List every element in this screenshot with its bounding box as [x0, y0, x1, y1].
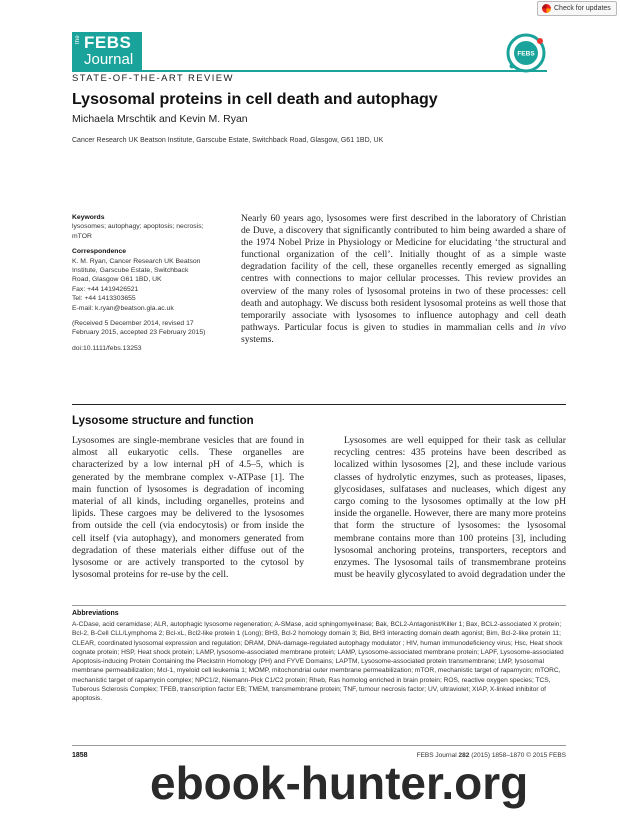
doi-link[interactable]: doi:10.1111/febs.13253: [72, 344, 142, 352]
crossmark-icon: [542, 4, 551, 13]
febs-emblem-icon: [505, 33, 547, 73]
body-paragraph: Lysosomes are well equipped for their task as cellular recycling centres: 435 proteins have been described as localized within lysosomes [2], and these include various classes of hydrolytic enzymes, such as proteases, lipases, glycosidases, sulfatases and nucleases, which digest any cargo coming to the lysosomes optimally at the low pH inside the organelle. However, there are many more proteins that form the structure of lysosomes: the lysosomal membrane contains more than 100 proteins [3], including lysosomal anchoring proteins, transporters, receptors and enzymes. The lysosomal tails of transmembrane proteins must be heavily glycosylated to avoid degradation under the: [334, 435, 566, 581]
keywords-heading: Keywords: [72, 214, 105, 221]
abbreviations-heading: Abbreviations: [72, 610, 119, 617]
page-number: 1858: [72, 752, 88, 759]
correspondence-line: Institute, Garscube Estate, Switchback: [72, 267, 189, 275]
article-authors: Michaela Mrschtik and Kevin M. Ryan: [72, 113, 248, 125]
body-column-left: [72, 435, 304, 581]
footer-rule: [72, 745, 566, 746]
body-column-right: [334, 435, 566, 581]
journal-ref-name: FEBS Journal: [416, 752, 457, 759]
journal-ref-rest: (2015) 1858–1870 © 2015 FEBS: [471, 752, 566, 759]
check-for-updates-label: Check for updates: [554, 5, 611, 12]
abstract-text: Nearly 60 years ago, lysosomes were first described in the laboratory of Christian de Duve, a discovery that significantly contributed to him being awarded a share of the 1974 Nobel Prize in Physiology or Medicine for elucidating ‘the structural and functional organization of the cell’. Initially thought of as a simple waste degradation facility of the cell, these organelles recently emerged as signalling centres with connections to major cellular processes. This review provides an overview of the many roles of lysosomal proteins in two of these processes: cell death and autophagy. We discuss both resident lysosomal proteins as well those that temporarily associate with lysosomes to influence autophagy and cell death pathways. Particular focus is given to studies in mammalian cells and: [241, 213, 566, 333]
section-heading: Lysosome structure and function: [72, 415, 254, 427]
keywords-line: mTOR: [72, 232, 92, 240]
received-line: February 2015, accepted 23 February 2015): [72, 329, 206, 337]
correspondence-line: Fax: +44 1419426521: [72, 285, 139, 293]
correspondence-email[interactable]: E-mail: k.ryan@beatson.gla.ac.uk: [72, 304, 174, 312]
correspondence-line: Road, Glasgow G61 1BD, UK: [72, 276, 162, 284]
logo-the: the: [75, 35, 81, 45]
correspondence-line: K. M. Ryan, Cancer Research UK Beatson: [72, 257, 201, 265]
correspondence-heading: Correspondence: [72, 248, 127, 256]
section-rule: [72, 404, 566, 405]
abbreviations-rule: [72, 605, 566, 606]
article-sidebar: [72, 213, 232, 359]
abstract: [241, 213, 566, 346]
body-paragraph: Lysosomes are single-membrane vesicles that are found in almost all eukaryotic cells. These organelles are characterized by a low internal pH of 4.5–5, which is generated by the membrane complex v-ATPase [1]. The main function of lysosomes is degradation of incoming material of all kinds, including organelles, proteins and lipids. These cargoes may be delivered to the lysosomes from outside the cell (via endocytosis) or from inside the cell itself (via autophagy), and monomers generated from degradation of these materials either diffuse out of the lysosome or are actively transported to the cytosol by lysosomal proteins for re-use by the cell.: [72, 435, 304, 581]
abstract-italic: in vivo: [537, 321, 566, 333]
emblem-text: FEBS: [517, 50, 535, 58]
keywords-line: lysosomes; autophagy; apoptosis; necrosis;: [72, 223, 204, 231]
correspondence-line: Tel: +44 1413303655: [72, 295, 136, 303]
check-for-updates-button[interactable]: [537, 1, 617, 16]
received-line: (Received 5 December 2014, revised 17: [72, 320, 194, 328]
logo-febs: FEBS: [84, 33, 132, 52]
logo-journal: Journal: [84, 51, 134, 68]
febs-journal-logo: [72, 32, 142, 70]
article-type-label: STATE-OF-THE-ART REVIEW: [72, 73, 234, 84]
header-rule: [72, 70, 547, 72]
journal-ref-volume: 282: [458, 752, 470, 759]
watermark-text: ebook-hunter.org: [150, 757, 529, 809]
article-affiliation: Cancer Research UK Beatson Institute, Garscube Estate, Switchback Road, Glasgow, G61 1BD, UK: [72, 137, 384, 144]
article-title: Lysosomal proteins in cell death and autophagy: [72, 91, 438, 108]
abstract-text-end: systems.: [241, 333, 274, 345]
abbreviations-text: A-CDase, acid ceramidase; ALR, autophagic lysosome regeneration; A-SMase, acid sphingomyelinase; Bak, BCL2-Antagonist/Killer 1; Bax, BCL2-associated X protein; Bcl-2, B-Cell CLL/Lymphoma 2; Bcl-xL, Bcl2-like protein 1 (Long); BH3, Bcl-2 homology domain 3; Bid, BH3 interacting domain death agonist; Bim, Bcl-2-like protein 11; CLEAR, coordinated lysosomal expression and regulation; DRAM, DNA-damage-regulated autophagy modulator ; HIV, human immunodeficiency virus; Hsc, Heat shock cognate protein; HSP, Heat shock protein; LAMP, lysosome-associated membrane protein; LAMP, Lysosome-associated membrane protein; LAPF, Lysosome-associated Apoptosis-inducing Protein Containing the Pleckstrin Homology (PH) and FYVE Domains; LAPTM, Lysosome-associated protein transmembrane; LMP, lysosomal membrane permeabilization; Mcl-1, myeloid cell leukemia 1; MOMP, mitochondrial outer membrane permeabilization; mTOR, mechanistic target of rapamycin; mTORC, mechanistic target of rapamycin complex; NPC1/2, Niemann-Pick C1/C2 protein; Rheb, Ras homolog enriched in brain protein; ROS, reactive oxygen species; TCS, Tuberous Sclerosis Complex; TFEB, transcription factor EB; TMEM, transmembrane protein; TNF, tumour necrosis factor; UV, ultraviolet; XIAP, X-linked inhibitor of apoptosis.: [72, 621, 564, 703]
